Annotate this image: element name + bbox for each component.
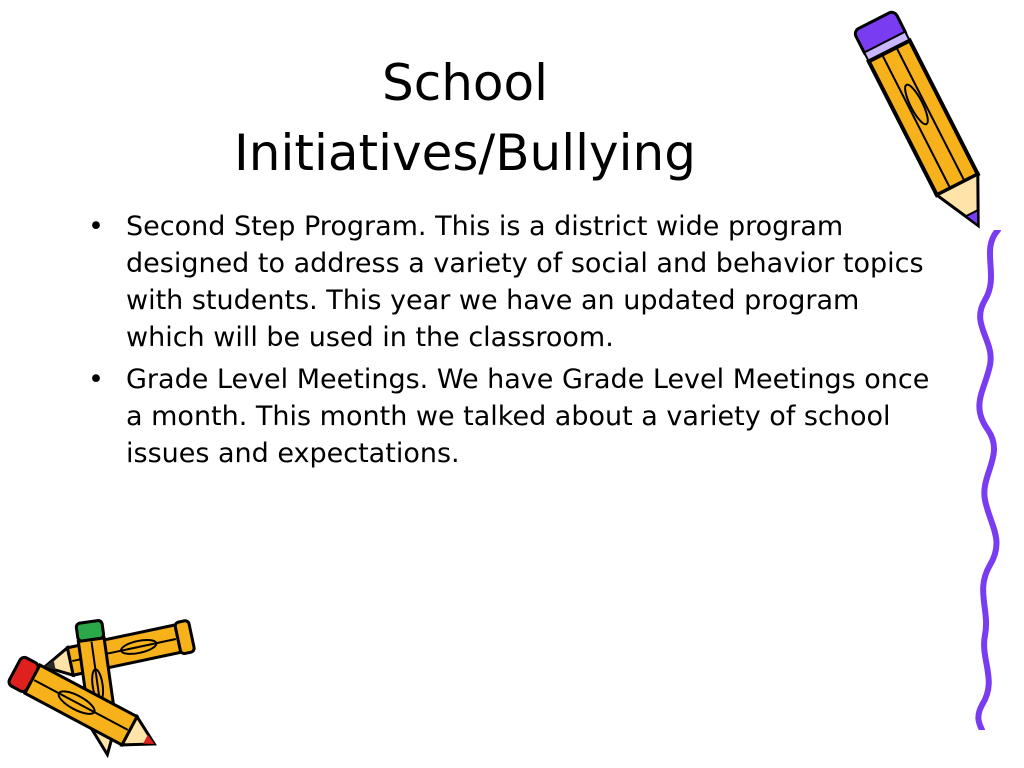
- bullet-marker: •: [88, 364, 104, 395]
- pencil-icon: [850, 0, 1010, 245]
- bullet-list: [88, 208, 938, 477]
- squiggle-line: [960, 230, 1010, 730]
- slide-title: [120, 48, 810, 188]
- bullet-marker: •: [88, 211, 104, 242]
- title-line-2: Initiatives/Bullying: [234, 124, 696, 182]
- bullet-text: Grade Level Meetings. We have Grade Level Meetings once a month. This month we talked about a variety of school issues and expectations.: [126, 364, 930, 469]
- crayons-icon: [0, 615, 210, 765]
- bullet-item-second-step: [88, 208, 938, 356]
- bullet-item-grade-level: [88, 361, 938, 472]
- title-line-1: School: [382, 54, 548, 112]
- bullet-text: Second Step Program. This is a district wide program designed to address a variety of social and behavior topics with students. This year we have an updated program which will be used in the classroom.: [126, 211, 924, 353]
